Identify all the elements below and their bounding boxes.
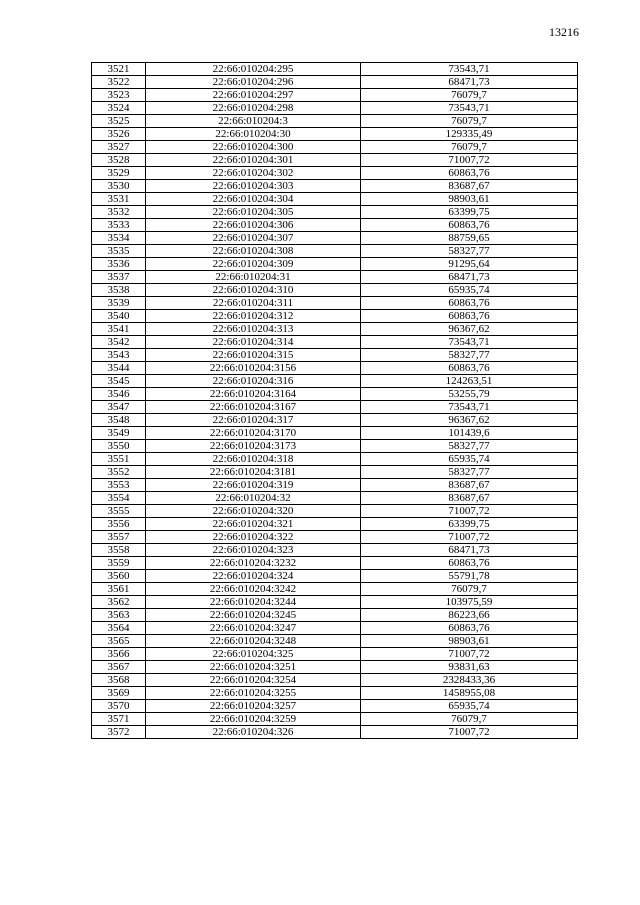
cadastral-number-cell: 22:66:010204:307 <box>146 232 361 245</box>
cadastral-number-cell: 22:66:010204:303 <box>146 180 361 193</box>
cadastral-number-cell: 22:66:010204:3255 <box>146 687 361 700</box>
table-row <box>92 258 578 271</box>
value-cell: 83687,67 <box>361 479 578 492</box>
cadastral-number-cell: 22:66:010204:3164 <box>146 388 361 401</box>
cadastral-number-cell: 22:66:010204:304 <box>146 193 361 206</box>
table-row <box>92 245 578 258</box>
value-cell: 88759,65 <box>361 232 578 245</box>
table-row <box>92 167 578 180</box>
table-row <box>92 531 578 544</box>
page-number: 13216 <box>549 25 579 39</box>
row-number-cell: 3565 <box>92 635 146 648</box>
table-row <box>92 518 578 531</box>
cadastral-number-cell: 22:66:010204:306 <box>146 219 361 232</box>
table-row <box>92 336 578 349</box>
value-cell: 98903,61 <box>361 193 578 206</box>
value-cell: 83687,67 <box>361 492 578 505</box>
row-number-cell: 3541 <box>92 323 146 336</box>
row-number-cell: 3524 <box>92 102 146 115</box>
row-number-cell: 3544 <box>92 362 146 375</box>
table-row <box>92 622 578 635</box>
value-cell: 83687,67 <box>361 180 578 193</box>
value-cell: 76079,7 <box>361 141 578 154</box>
cadastral-number-cell: 22:66:010204:3181 <box>146 466 361 479</box>
table-body <box>92 63 578 739</box>
row-number-cell: 3553 <box>92 479 146 492</box>
cadastral-number-cell: 22:66:010204:326 <box>146 726 361 739</box>
cadastral-number-cell: 22:66:010204:314 <box>146 336 361 349</box>
row-number-cell: 3523 <box>92 89 146 102</box>
value-cell: 73543,71 <box>361 63 578 76</box>
row-number-cell: 3571 <box>92 713 146 726</box>
row-number-cell: 3531 <box>92 193 146 206</box>
cadastral-number-cell: 22:66:010204:300 <box>146 141 361 154</box>
row-number-cell: 3550 <box>92 440 146 453</box>
table-row <box>92 492 578 505</box>
table-row <box>92 323 578 336</box>
cadastral-number-cell: 22:66:010204:30 <box>146 128 361 141</box>
row-number-cell: 3547 <box>92 401 146 414</box>
table-row <box>92 635 578 648</box>
table-row <box>92 115 578 128</box>
table-row <box>92 687 578 700</box>
row-number-cell: 3542 <box>92 336 146 349</box>
value-cell: 60863,76 <box>361 297 578 310</box>
table-row <box>92 206 578 219</box>
cadastral-number-cell: 22:66:010204:3244 <box>146 596 361 609</box>
table-row <box>92 297 578 310</box>
cadastral-number-cell: 22:66:010204:296 <box>146 76 361 89</box>
table-row <box>92 661 578 674</box>
value-cell: 58327,77 <box>361 466 578 479</box>
cadastral-number-cell: 22:66:010204:3247 <box>146 622 361 635</box>
row-number-cell: 3535 <box>92 245 146 258</box>
row-number-cell: 3525 <box>92 115 146 128</box>
cadastral-number-cell: 22:66:010204:325 <box>146 648 361 661</box>
table-row <box>92 89 578 102</box>
table-row <box>92 232 578 245</box>
cadastral-number-cell: 22:66:010204:3 <box>146 115 361 128</box>
cadastral-number-cell: 22:66:010204:298 <box>146 102 361 115</box>
value-cell: 58327,77 <box>361 349 578 362</box>
value-cell: 76079,7 <box>361 89 578 102</box>
row-number-cell: 3559 <box>92 557 146 570</box>
cadastral-number-cell: 22:66:010204:313 <box>146 323 361 336</box>
row-number-cell: 3537 <box>92 271 146 284</box>
value-cell: 103975,59 <box>361 596 578 609</box>
row-number-cell: 3552 <box>92 466 146 479</box>
value-cell: 73543,71 <box>361 401 578 414</box>
value-cell: 76079,7 <box>361 713 578 726</box>
value-cell: 53255,79 <box>361 388 578 401</box>
table-row <box>92 362 578 375</box>
row-number-cell: 3556 <box>92 518 146 531</box>
value-cell: 2328433,36 <box>361 674 578 687</box>
value-cell: 71007,72 <box>361 726 578 739</box>
table-row <box>92 427 578 440</box>
table-row <box>92 271 578 284</box>
cadastral-number-cell: 22:66:010204:297 <box>146 89 361 102</box>
cadastral-number-cell: 22:66:010204:3167 <box>146 401 361 414</box>
value-cell: 60863,76 <box>361 310 578 323</box>
value-cell: 65935,74 <box>361 284 578 297</box>
row-number-cell: 3554 <box>92 492 146 505</box>
value-cell: 60863,76 <box>361 362 578 375</box>
row-number-cell: 3564 <box>92 622 146 635</box>
row-number-cell: 3527 <box>92 141 146 154</box>
row-number-cell: 3521 <box>92 63 146 76</box>
row-number-cell: 3572 <box>92 726 146 739</box>
value-cell: 98903,61 <box>361 635 578 648</box>
row-number-cell: 3529 <box>92 167 146 180</box>
value-cell: 1458955,08 <box>361 687 578 700</box>
cadastral-number-cell: 22:66:010204:321 <box>146 518 361 531</box>
row-number-cell: 3563 <box>92 609 146 622</box>
row-number-cell: 3538 <box>92 284 146 297</box>
row-number-cell: 3543 <box>92 349 146 362</box>
row-number-cell: 3545 <box>92 375 146 388</box>
table-row <box>92 557 578 570</box>
table-row <box>92 388 578 401</box>
cadastral-number-cell: 22:66:010204:31 <box>146 271 361 284</box>
cadastral-number-cell: 22:66:010204:3173 <box>146 440 361 453</box>
cadastral-number-cell: 22:66:010204:322 <box>146 531 361 544</box>
cadastral-number-cell: 22:66:010204:302 <box>146 167 361 180</box>
table-row <box>92 596 578 609</box>
table-row <box>92 713 578 726</box>
value-cell: 91295,64 <box>361 258 578 271</box>
value-cell: 71007,72 <box>361 648 578 661</box>
row-number-cell: 3522 <box>92 76 146 89</box>
table-row <box>92 726 578 739</box>
value-cell: 76079,7 <box>361 115 578 128</box>
cadastral-number-cell: 22:66:010204:311 <box>146 297 361 310</box>
row-number-cell: 3560 <box>92 570 146 583</box>
cadastral-number-cell: 22:66:010204:305 <box>146 206 361 219</box>
table-row <box>92 128 578 141</box>
value-cell: 68471,73 <box>361 76 578 89</box>
table-row <box>92 453 578 466</box>
cadastral-number-cell: 22:66:010204:324 <box>146 570 361 583</box>
table-row <box>92 700 578 713</box>
table-row <box>92 349 578 362</box>
value-cell: 101439,6 <box>361 427 578 440</box>
row-number-cell: 3530 <box>92 180 146 193</box>
value-cell: 86223,66 <box>361 609 578 622</box>
row-number-cell: 3558 <box>92 544 146 557</box>
table-row <box>92 76 578 89</box>
table-row <box>92 570 578 583</box>
cadastral-number-cell: 22:66:010204:309 <box>146 258 361 271</box>
value-cell: 60863,76 <box>361 167 578 180</box>
cadastral-number-cell: 22:66:010204:312 <box>146 310 361 323</box>
row-number-cell: 3561 <box>92 583 146 596</box>
cadastral-number-cell: 22:66:010204:320 <box>146 505 361 518</box>
value-cell: 60863,76 <box>361 622 578 635</box>
value-cell: 63399,75 <box>361 206 578 219</box>
cadastral-value-table <box>91 62 578 739</box>
table-row <box>92 63 578 76</box>
cadastral-number-cell: 22:66:010204:295 <box>146 63 361 76</box>
row-number-cell: 3526 <box>92 128 146 141</box>
row-number-cell: 3557 <box>92 531 146 544</box>
row-number-cell: 3551 <box>92 453 146 466</box>
table-row <box>92 414 578 427</box>
row-number-cell: 3528 <box>92 154 146 167</box>
row-number-cell: 3540 <box>92 310 146 323</box>
cadastral-number-cell: 22:66:010204:3170 <box>146 427 361 440</box>
value-cell: 71007,72 <box>361 505 578 518</box>
value-cell: 76079,7 <box>361 583 578 596</box>
value-cell: 60863,76 <box>361 557 578 570</box>
cadastral-number-cell: 22:66:010204:3259 <box>146 713 361 726</box>
row-number-cell: 3567 <box>92 661 146 674</box>
table-row <box>92 310 578 323</box>
row-number-cell: 3546 <box>92 388 146 401</box>
value-cell: 96367,62 <box>361 323 578 336</box>
row-number-cell: 3539 <box>92 297 146 310</box>
table-row <box>92 141 578 154</box>
value-cell: 73543,71 <box>361 336 578 349</box>
row-number-cell: 3555 <box>92 505 146 518</box>
row-number-cell: 3534 <box>92 232 146 245</box>
cadastral-number-cell: 22:66:010204:317 <box>146 414 361 427</box>
cadastral-number-cell: 22:66:010204:3156 <box>146 362 361 375</box>
table-row <box>92 648 578 661</box>
table-row <box>92 102 578 115</box>
cadastral-number-cell: 22:66:010204:323 <box>146 544 361 557</box>
cadastral-number-cell: 22:66:010204:3248 <box>146 635 361 648</box>
table-row <box>92 154 578 167</box>
row-number-cell: 3548 <box>92 414 146 427</box>
value-cell: 58327,77 <box>361 440 578 453</box>
value-cell: 65935,74 <box>361 453 578 466</box>
cadastral-number-cell: 22:66:010204:3251 <box>146 661 361 674</box>
value-cell: 58327,77 <box>361 245 578 258</box>
row-number-cell: 3569 <box>92 687 146 700</box>
cadastral-number-cell: 22:66:010204:3254 <box>146 674 361 687</box>
value-cell: 73543,71 <box>361 102 578 115</box>
cadastral-number-cell: 22:66:010204:3242 <box>146 583 361 596</box>
value-cell: 60863,76 <box>361 219 578 232</box>
value-cell: 71007,72 <box>361 531 578 544</box>
table-row <box>92 401 578 414</box>
value-cell: 124263,51 <box>361 375 578 388</box>
value-cell: 68471,73 <box>361 544 578 557</box>
row-number-cell: 3568 <box>92 674 146 687</box>
value-cell: 55791,78 <box>361 570 578 583</box>
table-row <box>92 440 578 453</box>
value-cell: 129335,49 <box>361 128 578 141</box>
table-row <box>92 583 578 596</box>
table-row <box>92 609 578 622</box>
table-row <box>92 284 578 297</box>
table-row <box>92 180 578 193</box>
cadastral-number-cell: 22:66:010204:318 <box>146 453 361 466</box>
value-cell: 68471,73 <box>361 271 578 284</box>
table-row <box>92 466 578 479</box>
table-row <box>92 193 578 206</box>
row-number-cell: 3566 <box>92 648 146 661</box>
row-number-cell: 3536 <box>92 258 146 271</box>
cadastral-number-cell: 22:66:010204:301 <box>146 154 361 167</box>
row-number-cell: 3549 <box>92 427 146 440</box>
row-number-cell: 3562 <box>92 596 146 609</box>
cadastral-number-cell: 22:66:010204:32 <box>146 492 361 505</box>
table-row <box>92 544 578 557</box>
value-cell: 65935,74 <box>361 700 578 713</box>
cadastral-number-cell: 22:66:010204:315 <box>146 349 361 362</box>
table-row <box>92 375 578 388</box>
value-cell: 93831,63 <box>361 661 578 674</box>
table-row <box>92 505 578 518</box>
cadastral-number-cell: 22:66:010204:316 <box>146 375 361 388</box>
row-number-cell: 3532 <box>92 206 146 219</box>
cadastral-number-cell: 22:66:010204:3245 <box>146 609 361 622</box>
cadastral-number-cell: 22:66:010204:319 <box>146 479 361 492</box>
row-number-cell: 3533 <box>92 219 146 232</box>
table-row <box>92 479 578 492</box>
cadastral-number-cell: 22:66:010204:308 <box>146 245 361 258</box>
row-number-cell: 3570 <box>92 700 146 713</box>
value-cell: 63399,75 <box>361 518 578 531</box>
table-row <box>92 674 578 687</box>
cadastral-number-cell: 22:66:010204:310 <box>146 284 361 297</box>
value-cell: 71007,72 <box>361 154 578 167</box>
cadastral-number-cell: 22:66:010204:3232 <box>146 557 361 570</box>
cadastral-number-cell: 22:66:010204:3257 <box>146 700 361 713</box>
table-row <box>92 219 578 232</box>
value-cell: 96367,62 <box>361 414 578 427</box>
